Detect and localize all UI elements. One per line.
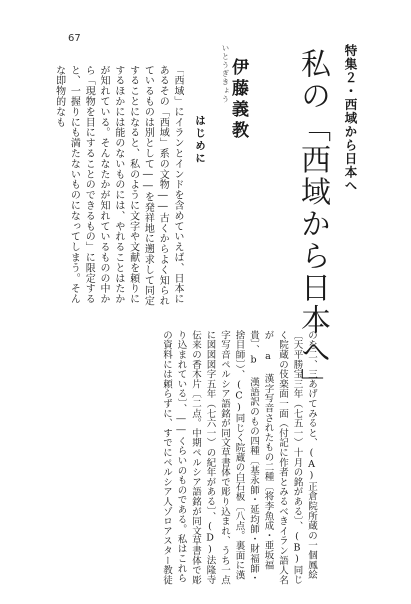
section-heading: はじめに: [194, 115, 206, 165]
paragraph: のを二、三あげてみると、(A)正倉院所蔵の一個鳳絵〔天平勝宝三年（七五一）十月の銘がある〕、(B)同じく院蔵の伎楽面一面（付記に作者とみるべきイラン語人名が a 漢字写音されたもの二種〔将李魚成・亜坂福貴〕、b 漢語訳のもの四種〔基永師・延均師・財福師・捨目師〕）、(C)同じく院蔵の白石板〔八点。裏面に漢字写音ペルシア語銘が同文草書体で彫り込まれ、うち一点に図図図字五年（七六一）の紀年がある〕、(D)法隆寺伝来の香木片〔二点。中期ペルシア語銘が同文草書体で彫り込まれている〕、――くらいのものである。私はこれらの資料には頼らずに、すでにペルシア人ゾロアスター教徒: [161, 330, 317, 585]
page-number: 67: [68, 33, 81, 44]
paragraph: 「西域」にイランとインドを含めていえば、日本にあるその「西域」系の文物――古くからよく知られているものは別として――を発祥地に遡求して同定することになると、私のように文字や文献を頼りにするほかには能のないものには、やれることはたかが知れている。そんなたかが知れているものの中から「現物を目にすることのできるもの」に限定すると、一握りにも満たないものになってしまう。そんな即物的なも: [53, 65, 183, 307]
body-text-top: [38, 65, 184, 313]
section-label: 特集２・西域から日本へ: [343, 44, 358, 193]
body-text-bottom: [86, 330, 318, 585]
author-reading: いとうぎきょう: [221, 44, 230, 104]
author-name: 伊藤義教: [228, 58, 248, 142]
page-title: 私の「西域から日本へ」: [295, 48, 330, 400]
